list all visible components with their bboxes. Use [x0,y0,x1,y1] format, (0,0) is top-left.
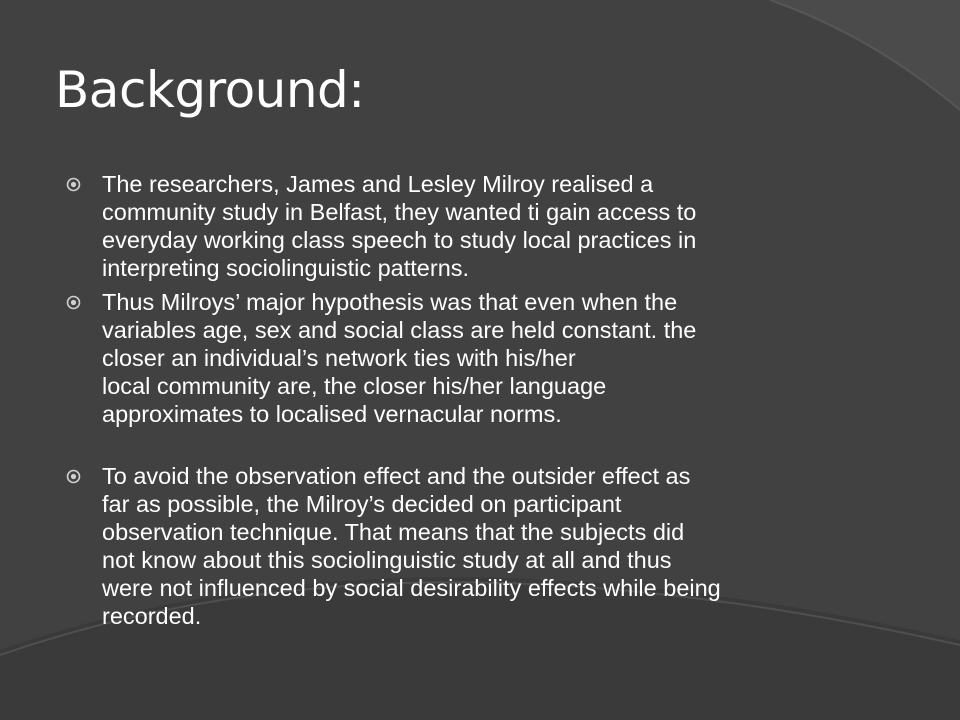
bullet-text: Thus Milroys’ major hypothesis was that even when the variables age, sex and social class are held constant. the closer an individual’s network ties with his/her local community are, the closer his/her language approximates to localised vernacular norms. [102,289,697,427]
circled-dot-icon [66,469,81,484]
bullet-text: The researchers, James and Lesley Milroy realised a community study in Belfast, they wanted ti gain access to everyday working class speech to study local practices in interpreting sociolinguistic patterns. [102,171,697,281]
bullet-list [64,170,864,630]
bullet-item [64,170,864,282]
bullet-item [64,462,864,630]
bullet-text: To avoid the observation effect and the outsider effect as far as possible, the Milroy’s decided on participant observation technique. That means that the subjects did not know about this sociolinguistic study at all and thus were not influenced by social desirability effects while being recorded. [102,463,721,629]
bullet-item [64,288,864,428]
circled-dot-icon [66,295,81,310]
circled-dot-icon [66,177,81,192]
slide-title: Background: [55,61,365,119]
